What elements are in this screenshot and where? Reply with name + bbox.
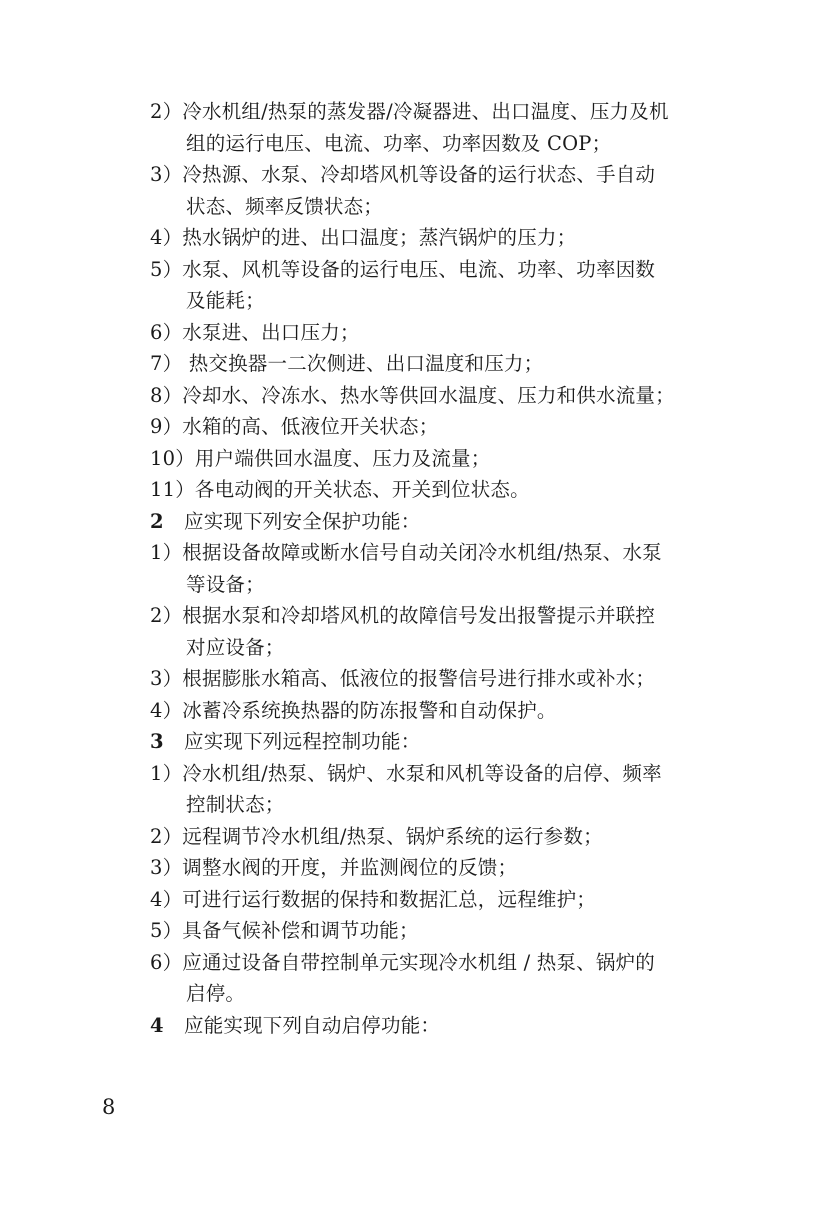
list-item: 3）冷热源、水泵、冷却塔风机等设备的运行状态、手自动 — [150, 163, 656, 186]
list-item: 4）可进行运行数据的保持和数据汇总，远程维护； — [150, 887, 597, 911]
list-item-continuation: 状态、频率反馈状态； — [186, 194, 384, 218]
list-item: 4）冰蓄冷系统换热器的防冻报警和自动保护。 — [150, 698, 557, 722]
list-item: 8）冷却水、冷冻水、热水等供回水温度、压力和供水流量； — [150, 383, 675, 407]
clause-heading — [150, 506, 730, 538]
clause-number: 3 — [150, 730, 164, 753]
list-item: 1）冷水机组/热泵、锅炉、水泵和风机等设备的启停、频率 — [150, 761, 662, 785]
clause-number: 2 — [150, 509, 164, 533]
list-item: 6）应通过设备自带控制单元实现冷水机组 / 热泵、锅炉的 — [150, 950, 655, 974]
list-item: 3）根据膨胀水箱高、低液位的报警信号进行排水或补水； — [150, 667, 656, 690]
list-item: 5）具备气候补偿和调节功能； — [150, 919, 419, 942]
list-item: 3）调整水阀的开度，并监测阀位的反馈； — [150, 856, 518, 879]
list-item: 6）水泵进、出口压力； — [150, 320, 360, 344]
list-item-continuation: 及能耗； — [186, 289, 265, 312]
clause-number: 4 — [150, 1013, 164, 1037]
list-item: 5）水泵、风机等设备的运行电压、电流、功率、功率因数 — [150, 257, 656, 281]
list-item: 9）水箱的高、低液位开关状态； — [150, 415, 439, 438]
list-item: 2）根据水泵和冷却塔风机的故障信号发出报警提示并联控 — [150, 604, 656, 627]
body-text — [150, 96, 730, 1041]
list-item: 10）用户端供回水温度、压力及流量； — [150, 446, 491, 470]
clause-text: 应能实现下列自动启停功能： — [184, 1013, 441, 1037]
clause-heading — [150, 726, 730, 758]
list-item-continuation: 控制状态； — [186, 793, 285, 816]
list-item: 7） 热交换器一二次侧进、出口温度和压力； — [150, 352, 544, 375]
list-item: 4）热水锅炉的进、出口温度；蒸汽锅炉的压力； — [150, 226, 577, 249]
list-item-continuation: 组的运行电压、电流、功率、功率因数及 COP； — [186, 131, 612, 155]
clause-text: 应实现下列安全保护功能： — [184, 509, 421, 533]
list-item-continuation: 等设备； — [186, 572, 265, 596]
list-item: 1）根据设备故障或断水信号自动关闭冷水机组/热泵、水泵 — [150, 541, 662, 564]
clause-heading — [150, 1010, 730, 1042]
list-item: 2）冷水机组/热泵的蒸发器/冷凝器进、出口温度、压力及机 — [150, 100, 669, 123]
list-item: 11）各电动阀的开关状态、开关到位状态。 — [150, 478, 530, 501]
list-item-continuation: 对应设备； — [186, 635, 285, 659]
list-item-continuation: 启停。 — [186, 982, 246, 1005]
list-item: 2）远程调节冷水机组/热泵、锅炉系统的运行参数； — [150, 824, 603, 848]
page-number: 8 — [102, 1095, 116, 1119]
clause-text: 应实现下列远程控制功能： — [184, 730, 421, 753]
